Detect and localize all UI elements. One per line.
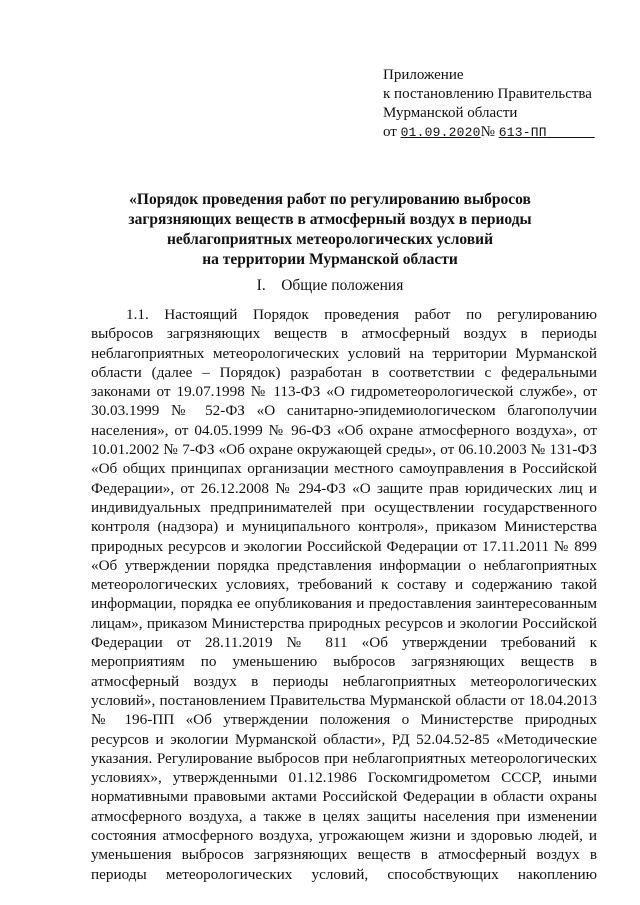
paragraph-line: лицам», приказом Министерства природных ресурсов и экологии Российской: [91, 614, 597, 632]
paragraph-line: 30.03.1999 № 52-ФЗ «О санитарно-эпидемиологическом благополучии: [91, 402, 597, 420]
paragraph-line: условий», постановлением Правительства Мурманской области от 18.04.2013: [91, 691, 597, 709]
paragraph-line: периоды метеорологических условий, способствующих накоплению: [91, 865, 597, 883]
paragraph-line: нормативными правовыми актами Российской Федерации в области охраны: [91, 788, 597, 806]
paragraph-line: условиях», утвержденными 01.12.1986 Госкомгидрометом СССР, иными: [91, 769, 597, 787]
paragraph-line: неблагоприятных метеорологических условий на территории Мурманской: [91, 344, 597, 362]
date-prefix: от: [383, 124, 397, 140]
appendix-resolution: к постановлению Правительства: [383, 86, 592, 102]
paragraph-line: ресурсов и экологии Мурманской области», РД 52.04.52-85 «Методические: [91, 730, 597, 748]
number-prefix: №: [480, 124, 495, 140]
paragraph-line: контроля (надзора) и муниципального контроля», приказом Министерства: [91, 518, 597, 536]
paragraph-line: Федерации от 28.11.2019 № 811 «Об утверждении требований к: [91, 634, 597, 652]
paragraph-line: «Об утверждении порядка представления информации о неблагоприятных: [91, 556, 597, 574]
paragraph-line: атмосферный воздух в периоды неблагоприятных метеорологических: [91, 672, 597, 690]
paragraph-line: выбросов загрязняющих веществ в атмосферный воздух в периоды: [91, 325, 597, 343]
title-line-3: неблагоприятных метеорологических условий: [166, 231, 494, 248]
paragraph-line: населения», от 04.05.1999 № 96-ФЗ «Об охране атмосферного воздуха», от: [91, 421, 597, 439]
appendix-region: Мурманской области: [383, 105, 518, 121]
resolution-date: 01.09.2020: [400, 125, 481, 140]
paragraph-line: 1.1. Настоящий Порядок проведения работ по регулированию: [126, 306, 597, 323]
title-line-4: на территории Мурманской области: [202, 251, 458, 268]
appendix-label: Приложение: [383, 67, 464, 83]
paragraph-line: метеорологических условиях, требований к составу и содержанию такой: [91, 576, 597, 594]
paragraph-line: законами от 19.07.1998 № 113-ФЗ «О гидрометеорологической службе», от: [91, 383, 597, 401]
section-heading: [80, 276, 580, 296]
paragraph-line: природных ресурсов и экологии Российской Федерации от 17.11.2011 № 899: [91, 537, 597, 555]
paragraph-line: мероприятиям по уменьшению выбросов загрязняющих веществ в: [91, 653, 597, 671]
appendix-header: [383, 66, 633, 142]
paragraph-line: указания. Регулирование выбросов при неблагоприятных метеорологических: [91, 749, 597, 767]
paragraph-line: области (далее – Порядок) разработан в соответствии с федеральными: [91, 363, 597, 381]
section-number: I.: [256, 277, 266, 294]
appendix-date-line: [383, 123, 633, 142]
paragraph-line: № 196-ПП «Об утверждении положения о Министерстве природных: [91, 711, 597, 729]
paragraph-line: состояния атмосферного воздуха, угрожающем жизни и здоровью людей, и: [91, 827, 597, 845]
paragraph-line: «Об общих принципах организации местного самоуправления в Российской: [91, 460, 597, 478]
paragraph-line: индивидуальных предпринимателей при осуществлении государственного: [91, 498, 597, 516]
paragraph-line: 10.01.2002 № 7-ФЗ «Об охране окружающей среды», от 06.10.2003 № 131-ФЗ: [91, 441, 597, 459]
section-title: Общие положения: [281, 277, 404, 294]
document-title: [80, 190, 580, 270]
paragraph-line: информации, порядка ее опубликования и предоставления заинтересованным: [91, 595, 597, 613]
title-line-1: «Порядок проведения работ по регулированию выбросов: [129, 191, 531, 208]
body-text: [91, 305, 597, 884]
resolution-number: 613-ПП: [498, 125, 547, 140]
paragraph-line: атмосферного воздуха, а также в целях защиты населения при изменении: [91, 807, 597, 825]
paragraph-line: Федерации», от 26.12.2008 № 294-ФЗ «О защите прав юридических лиц и: [91, 479, 597, 497]
title-line-2: загрязняющих веществ в атмосферный воздух в периоды: [128, 211, 532, 228]
paragraph-line: уменьшения выбросов загрязняющих веществ в атмосферный воздух в: [91, 846, 597, 864]
